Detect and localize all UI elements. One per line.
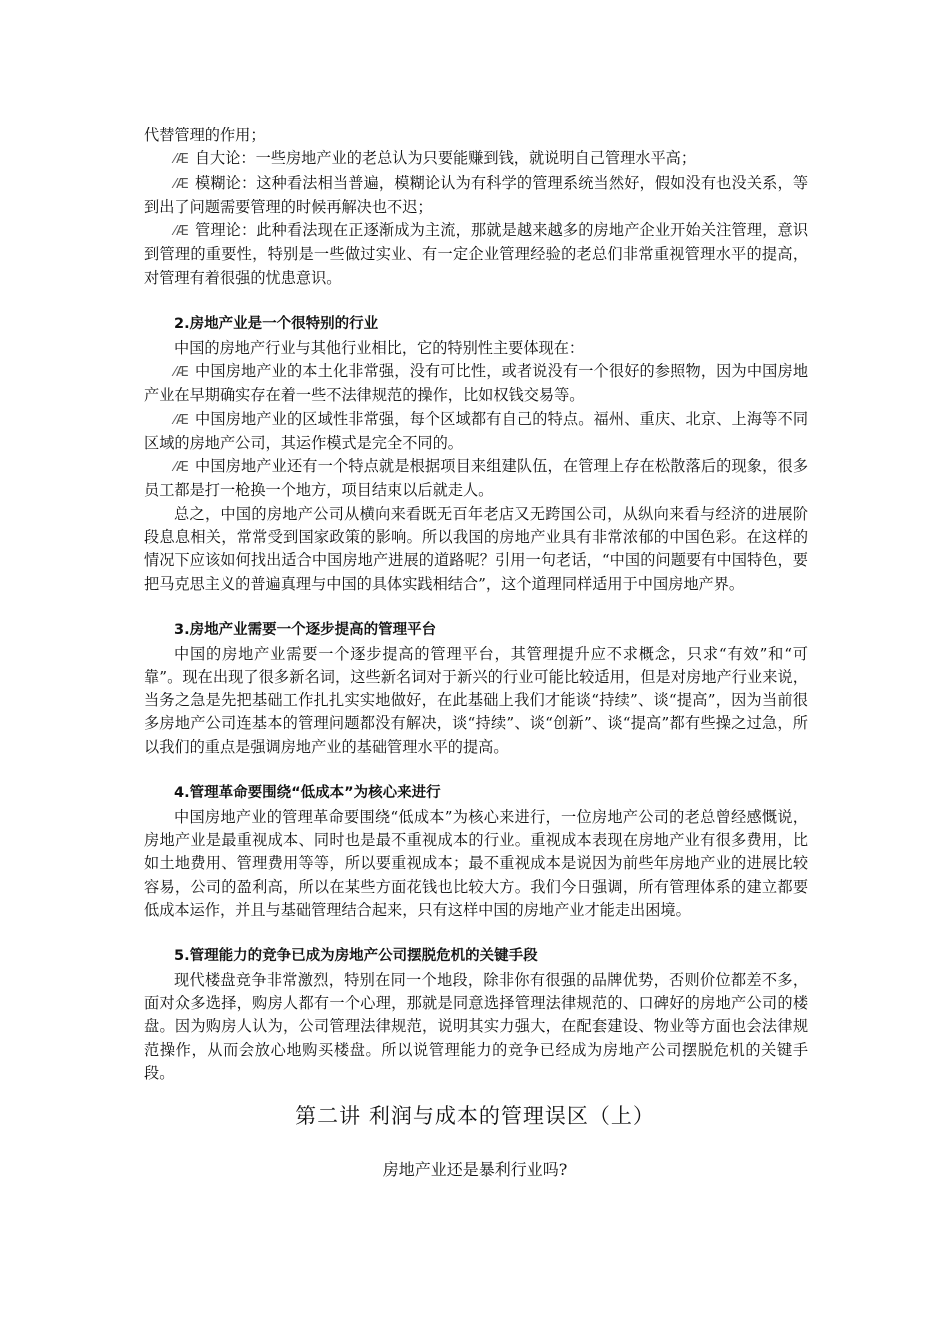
section-lead: 中国的房地产行业与其他行业相比，它的特别性主要体现在： bbox=[174, 338, 585, 357]
lecture-title: 第二讲 利润与成本的管理误区（上） bbox=[295, 1104, 655, 1128]
bullet-icon: ⁄Æ bbox=[174, 460, 189, 476]
section-bullet: ⁄Æ 中国房地产业的区域性非常强，每个区域都有自己的特点。福州、重庆、北京、上海等不同区域的房地产公司，其运作模式是完全不同的。 bbox=[144, 409, 808, 452]
intro-line: 代替管理的作用； bbox=[144, 126, 266, 144]
section-heading: 4.管理革命要围绕“低成本”为核心来进行 bbox=[174, 785, 441, 802]
intro-bullet: ⁄Æ 模糊论：这种看法相当普遍，模糊论认为有科学的管理系统当然好，假如没有也没关系，等到出了问题需要管理的时候再解决也不迟； bbox=[144, 173, 808, 216]
section-bullet: ⁄Æ 中国房地产业还有一个特点就是根据项目来组建队伍，在管理上存在松散落后的现象，很多员工都是打一枪换一个地方，项目结束以后就走人。 bbox=[144, 457, 808, 500]
bullet-icon: ⁄Æ bbox=[174, 176, 189, 192]
document-body bbox=[144, 124, 808, 1085]
section-paragraph: 中国的房地产业需要一个逐步提高的管理平台，其管理提升应不求概念，只求“有效”和“可靠”。现在出现了很多新名词，这些新名词对于新兴的行业可能比较适用，但是对房地产行业来说，当务之急是先把基础工作扎扎实实地做好，在此基础上我们才能谈“持续”、谈“提高”，因为当前很多房地产公司连基本的管理问题都没有解决，谈“持续”、谈“创新”、谈“提高”都有些操之过急，所以我们的重点是强调房地产业的基础管理水平的提高。 bbox=[144, 644, 808, 756]
intro-bullet: ⁄Æ 管理论：此种看法现在正逐渐成为主流，那就是越来越多的房地产企业开始关注管理，意识到管理的重要性，特别是一些做过实业、有一定企业管理经验的老总们非常重视管理水平的提高，对管理有着很强的忧患意识。 bbox=[144, 221, 808, 287]
section-heading: 3.房地产业需要一个逐步提高的管理平台 bbox=[174, 622, 437, 639]
section-bullet: ⁄Æ 中国房地产业的本土化非常强，没有可比性，或者说没有一个很好的参照物，因为中国房地产业在早期确实存在着一些不法律规范的操作，比如权钱交易等。 bbox=[144, 361, 808, 405]
bullet-icon: ⁄Æ bbox=[174, 412, 189, 428]
section-heading: 5.管理能力的竞争已成为房地产公司摆脱危机的关键手段 bbox=[174, 948, 538, 965]
lecture-subtitle: 房地产业还是暴利行业吗? bbox=[382, 1160, 568, 1179]
intro-bullet: ⁄Æ 自大论：一些房地产业的老总认为只要能赚到钱，就说明自己管理水平高； bbox=[174, 149, 697, 168]
section-heading: 2.房地产业是一个很特别的行业 bbox=[174, 316, 379, 333]
section-paragraph: 现代楼盘竞争非常激烈，特别在同一个地段，除非你有很强的品牌优势，否则价位都差不多，面对众多选择，购房人都有一个心理，那就是同意选择管理法律规范的、口碑好的房地产公司的楼盘。因为购房人认为，公司管理法律规范，说明其实力强大，在配套建设、物业等方面也会法律规范操作，从而会放心地购买楼盘。所以说管理能力的竞争已经成为房地产公司摆脱危机的关键手段。 bbox=[144, 970, 808, 1082]
section-paragraph: 总之，中国的房地产公司从横向来看既无百年老店又无跨国公司，从纵向来看与经济的进展阶段息息相关，常常受到国家政策的影响。所以我国的房地产业具有非常浓郁的中国色彩。在这样的情况下应该如何找出适合中国房地产进展的道路呢？引用一句老话，“中国的问题要有中国特色，要把马克思主义的普遍真理与中国的具体实践相结合”，这个道理同样适用于中国房地产界。 bbox=[144, 504, 808, 593]
section-paragraph: 中国房地产业的管理革命要围绕“低成本”为核心来进行，一位房地产公司的老总曾经感慨说，房地产业是最重视成本、同时也是最不重视成本的行业。重视成本表现在房地产业有很多费用，比如土地费用、管理费用等等，所以要重视成本；最不重视成本是说因为前些年房地产业的进展比较容易，公司的盈利高，所以在某些方面花钱也比较大方。我们今日强调，所有管理体系的建立都要低成本运作，并且与基础管理结合起来，只有这样中国的房地产业才能走出困境。 bbox=[144, 807, 808, 919]
bullet-icon: ⁄Æ bbox=[174, 152, 189, 168]
bullet-icon: ⁄Æ bbox=[174, 364, 189, 380]
bullet-icon: ⁄Æ bbox=[174, 224, 189, 240]
